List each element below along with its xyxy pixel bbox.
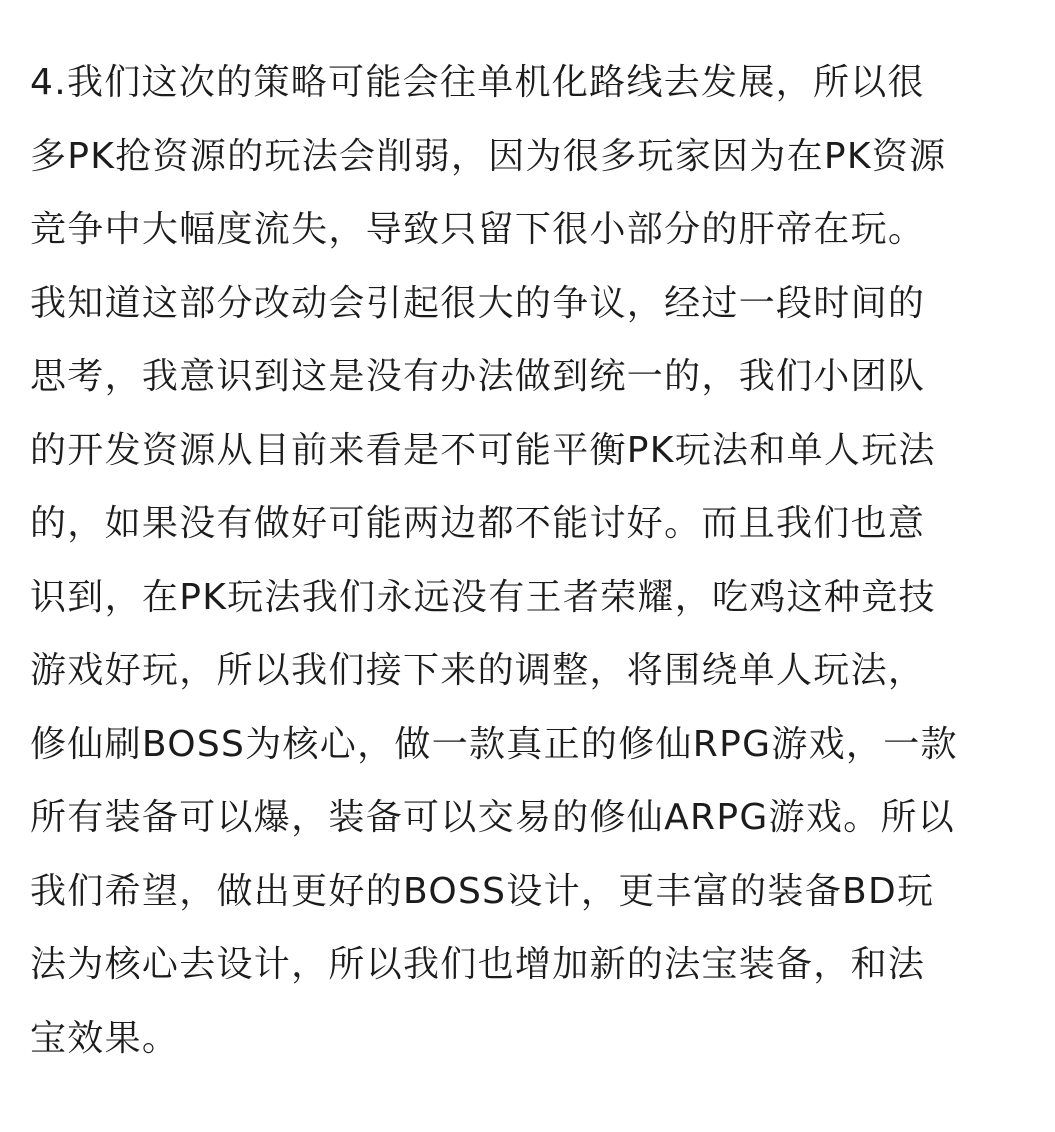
paragraph-line-14: 宝效果。 — [30, 1017, 180, 1059]
paragraph-line-8: 识到，在PK玩法我们永远没有王者荣耀，吃鸡这种竞技 — [30, 576, 936, 618]
paragraph-line-7: 的，如果没有做好可能两边都不能讨好。而且我们也意 — [30, 503, 926, 544]
paragraph-line-11: 所有装备可以爆，装备可以交易的修仙ARPG游戏。所以 — [30, 797, 956, 838]
paragraph-line-3: 竞争中大幅度流失，导致只留下很小部分的肝帝在玩。 — [30, 209, 926, 250]
paragraph-line-12: 我们希望，做出更好的BOSS设计，更丰富的装备BD玩 — [30, 870, 935, 912]
paragraph-line-9: 游戏好玩，所以我们接下来的调整，将围绕单人玩法， — [30, 650, 926, 691]
paragraph-line-13: 法为核心去设计，所以我们也增加新的法宝装备，和法 — [30, 944, 926, 985]
paragraph-line-1: 4.我们这次的策略可能会往单机化路线去发展，所以很 — [30, 62, 925, 103]
paragraph-line-10: 修仙刷BOSS为核心，做一款真正的修仙RPG游戏，一款 — [30, 723, 958, 765]
paragraph-line-4: 我知道这部分改动会引起很大的争议，经过一段时间的 — [30, 282, 926, 324]
paragraph-line-6: 的开发资源从目前来看是不可能平衡PK玩法和单人玩法 — [30, 429, 936, 471]
paragraph-line-2: 多PK抢资源的玩法会削弱，因为很多玩家因为在PK资源 — [30, 135, 947, 177]
paragraph-line-5: 思考，我意识到这是没有办法做到统一的，我们小团队 — [30, 356, 926, 397]
article-paragraph — [30, 46, 1030, 1075]
